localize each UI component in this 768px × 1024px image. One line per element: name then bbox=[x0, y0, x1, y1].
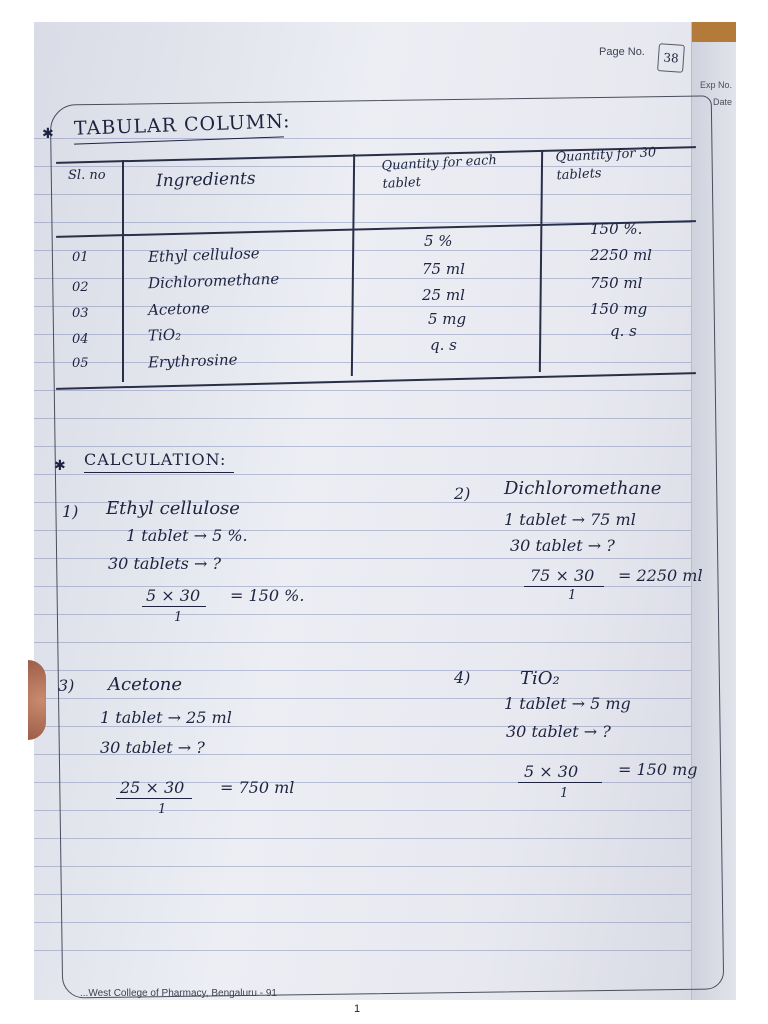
calc-numerator: 5 × 30 bbox=[146, 586, 201, 605]
calc-given-line: 1 tablet → 5 %. bbox=[126, 526, 248, 545]
college-footer: ...West College of Pharmacy, Bengaluru - 91 bbox=[80, 988, 277, 999]
calc-result: = 150 %. bbox=[230, 586, 305, 605]
table-header-ingredients: Ingredients bbox=[155, 168, 256, 192]
calc-block-number: 3) bbox=[58, 676, 75, 695]
exp-no-label: Exp No. bbox=[699, 80, 732, 90]
calc-question-line: 30 tablet → ? bbox=[510, 536, 615, 555]
calc-ingredient-name: Acetone bbox=[108, 674, 183, 695]
page-number: 1 bbox=[354, 1003, 361, 1015]
calc-given-line: 1 tablet → 25 ml bbox=[100, 708, 232, 727]
calc-denominator: 1 bbox=[560, 786, 569, 801]
calc-result: = 150 mg bbox=[618, 760, 698, 779]
table-header-thirty: Quantity for 30 tablets bbox=[555, 145, 657, 184]
calc-ingredient-name: Ethyl cellulose bbox=[106, 498, 240, 519]
page-no-label: Page No. bbox=[599, 46, 645, 58]
calc-denominator: 1 bbox=[568, 588, 577, 603]
table-header-sl: Sl. no bbox=[68, 168, 106, 183]
page-no-value: 38 bbox=[657, 43, 685, 73]
calc-denominator: 1 bbox=[174, 610, 183, 625]
calc-result: = 750 ml bbox=[220, 778, 295, 797]
star-bullet-icon: ✱ bbox=[42, 126, 54, 142]
calc-given-line: 1 tablet → 5 mg bbox=[504, 694, 631, 713]
row-sl: 04 bbox=[72, 332, 89, 347]
calc-numerator: 25 × 30 bbox=[120, 778, 185, 797]
calc-given-line: 1 tablet → 75 ml bbox=[504, 510, 636, 529]
row-each: 5 % bbox=[424, 232, 453, 250]
row-thirty: 2250 ml bbox=[590, 246, 652, 264]
star-bullet-icon: ✱ bbox=[54, 458, 66, 474]
row-thirty: 150 %. bbox=[590, 220, 643, 238]
table-col-divider-1 bbox=[122, 160, 124, 382]
row-ingredient: Dichloromethane bbox=[147, 269, 280, 293]
calculation-title-underline bbox=[84, 472, 234, 473]
calc-block-number: 1) bbox=[62, 502, 79, 521]
row-thirty: q. s bbox=[610, 322, 637, 340]
calc-numerator: 5 × 30 bbox=[524, 762, 579, 781]
row-thirty: 150 mg bbox=[590, 300, 648, 318]
row-sl: 02 bbox=[72, 280, 89, 295]
date-label: Date bbox=[712, 97, 732, 107]
row-thirty: 750 ml bbox=[590, 274, 643, 292]
calc-block-number: 2) bbox=[454, 484, 471, 503]
row-sl: 03 bbox=[72, 306, 89, 321]
row-each: 5 mg bbox=[428, 310, 467, 328]
calc-result: = 2250 ml bbox=[618, 566, 703, 585]
calc-block-number: 4) bbox=[454, 668, 471, 687]
fraction-bar bbox=[524, 586, 604, 587]
row-ingredient: TiO₂ bbox=[147, 325, 182, 345]
desk-edge bbox=[692, 22, 736, 42]
table-header-each: Quantity for each tablet bbox=[381, 152, 498, 192]
tabular-title: TABULAR COLUMN: bbox=[73, 110, 291, 140]
row-each: q. s bbox=[430, 336, 457, 354]
row-sl: 01 bbox=[72, 250, 89, 265]
row-ingredient: Acetone bbox=[147, 298, 211, 320]
calculation-title: CALCULATION: bbox=[84, 450, 227, 469]
row-ingredient: Erythrosine bbox=[147, 350, 238, 372]
thumb-in-photo bbox=[28, 660, 46, 740]
row-sl: 05 bbox=[72, 356, 89, 371]
notebook-page-photo bbox=[34, 22, 736, 1000]
calc-ingredient-name: TiO₂ bbox=[520, 668, 560, 689]
calc-denominator: 1 bbox=[158, 802, 167, 817]
calc-numerator: 75 × 30 bbox=[530, 566, 595, 585]
fraction-bar bbox=[116, 798, 192, 799]
calc-ingredient-name: Dichloromethane bbox=[504, 478, 662, 499]
row-each: 75 ml bbox=[422, 260, 465, 278]
calc-question-line: 30 tablets → ? bbox=[108, 554, 222, 573]
fraction-bar bbox=[142, 606, 206, 607]
calc-question-line: 30 tablet → ? bbox=[506, 722, 611, 741]
calc-question-line: 30 tablet → ? bbox=[100, 738, 205, 757]
fraction-bar bbox=[518, 782, 602, 783]
row-each: 25 ml bbox=[422, 286, 465, 304]
row-ingredient: Ethyl cellulose bbox=[147, 244, 260, 266]
